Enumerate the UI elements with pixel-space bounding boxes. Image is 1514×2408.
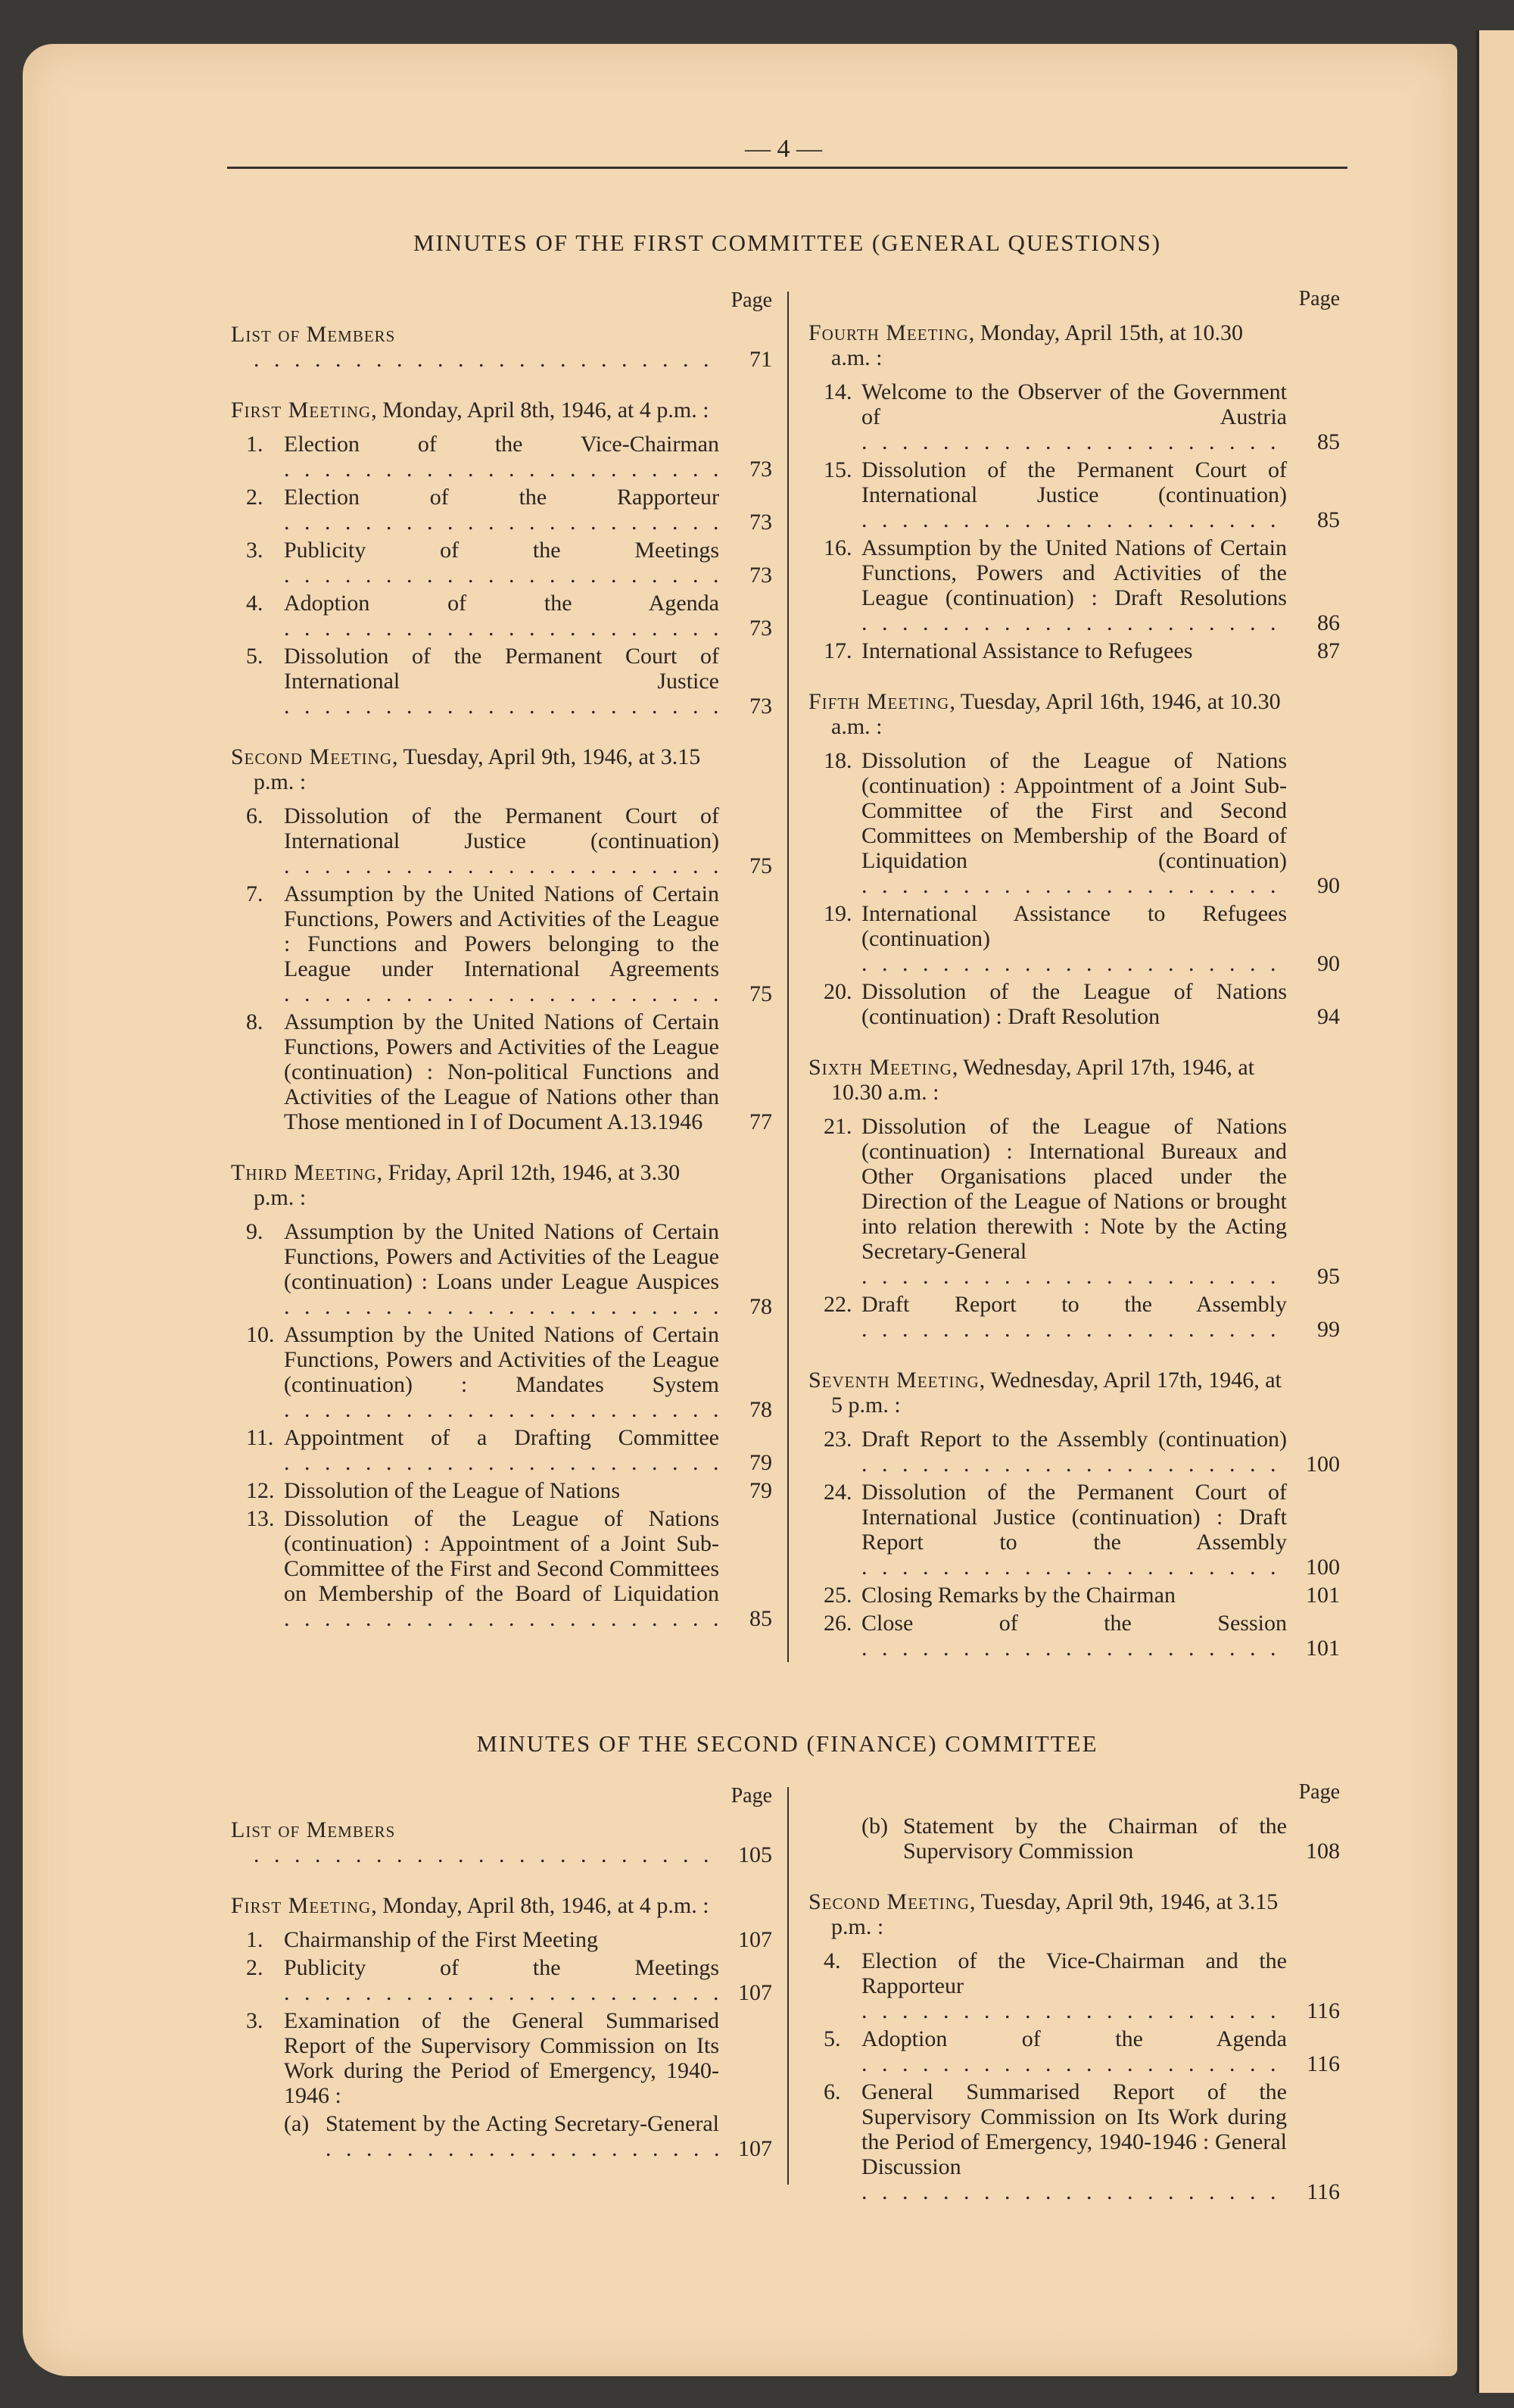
toc-entry [808,748,1340,898]
entry-title [861,1948,1287,2023]
page-reference: 105 [738,1842,772,1867]
entry-number: 1. [246,1927,263,1952]
toc-column-right [808,286,1340,1661]
dot-leader [284,694,719,719]
page-reference: 100 [1306,1555,1340,1580]
entry-title [861,2026,1287,2076]
entry-text: International Assistance to Refugees (continuation) [861,901,1287,951]
page-reference: 107 [738,2136,772,2161]
meeting-heading [231,1817,772,1867]
toc-entry [808,979,1340,1029]
toc-entry [808,1948,1340,2023]
page-column-header: Page [731,289,772,312]
toc-entry [231,1425,772,1475]
entry-title [861,1611,1287,1661]
entry-title [861,748,1287,898]
heading-details: , Tuesday, April 9th, 1946, at 3.15 p.m. : [831,1889,1279,1939]
entry-title [284,1219,719,1319]
entry-text: Dissolution of the Permanent Court of International Justice [284,644,719,694]
page-reference: 107 [738,1980,772,2005]
toc-column-right [808,1779,1340,2204]
entry-number: 16. [824,535,852,560]
heading-label: Seventh Meeting [808,1368,980,1393]
page-reference: 101 [1306,1583,1340,1608]
entry-text: Dissolution of the League of Nations (continuation) : International Bureaux and Other Organisations placed under the Direction of the League of Nations or brought into relation therewith : Note by the Acting Secretary-General [861,1114,1287,1264]
entry-text: Welcome to the Observer of the Government of Austria [861,379,1287,429]
entry-number: 15. [824,457,852,482]
heading-text [808,320,1287,370]
entry-text: Assumption by the United Nations of Certain Functions, Powers and Activities of the League (continuation) : Draft Resolutions [861,535,1287,610]
entry-title [861,535,1287,635]
entry-text: Assumption by the United Nations of Certain Functions, Powers and Activities of the League (continuation) : Non-political Functions and Activities of the League of Nations other than Those mentioned in I of Document A.13.1946 [284,1009,719,1134]
entry-text: Assumption by the United Nations of Certain Functions, Powers and Activities of the League (continuation) : Loans under League Auspices [284,1219,719,1294]
entry-title [861,901,1287,976]
heading-text [808,689,1287,739]
entry-title [284,1478,719,1503]
page-reference: 73 [749,694,772,719]
heading-text [808,1055,1287,1105]
entry-number: (b) [861,1814,888,1839]
dot-leader [284,457,719,482]
dot-leader [861,1636,1287,1661]
dot-leader [861,2179,1287,2204]
toc-entry [231,2111,772,2161]
toc-entry [808,1114,1340,1289]
meeting-heading [231,1160,772,1210]
dot-leader [861,429,1287,454]
heading-details: , Tuesday, April 9th, 1946, at 3.15 p.m. : [254,744,701,794]
toc-column-left [231,288,772,1631]
entry-title [284,1425,719,1475]
page-reference: 94 [1317,1004,1340,1029]
toc-entry [808,1292,1340,1342]
heading-label: Sixth Meeting [808,1055,952,1080]
entry-title [861,1427,1287,1477]
entry-text: Election of the Vice-Chairman and the Rapporteur [861,1948,1287,1998]
page-reference: 77 [749,1109,772,1134]
page-reference: 73 [749,457,772,482]
heading-details: , Monday, April 15th, at 10.30 a.m. : [831,320,1243,370]
dot-leader [861,2051,1287,2076]
toc-entry [231,1009,772,1134]
toc-entry [808,1583,1340,1608]
entry-number: 2. [246,485,263,510]
page-reference: 85 [1317,507,1340,532]
page-reference: 73 [749,510,772,535]
entry-text: Appointment of a Drafting Committee [284,1425,719,1450]
page-reference: 85 [1317,429,1340,454]
adjacent-page-edge [1476,30,1514,2393]
page-reference: 116 [1307,2179,1340,2204]
heading-text [231,322,719,372]
header-rule [227,167,1347,169]
heading-text [808,1889,1287,1939]
page-reference: 87 [1317,638,1340,663]
toc-entry [808,1480,1340,1580]
page-reference: 71 [749,347,772,372]
heading-label: Third Meeting [231,1160,377,1185]
entry-title [284,2008,719,2108]
meeting-heading [808,1368,1340,1418]
toc-entry [808,457,1340,532]
entry-title [861,979,1287,1029]
toc-entry [808,2079,1340,2204]
dot-leader [284,1294,719,1319]
page-reference: 75 [749,853,772,878]
heading-details: , Monday, April 8th, 1946, at 4 p.m. : [371,1893,709,1918]
heading-label: List of Members [231,322,396,347]
entry-text: Election of the Vice-Chairman [284,432,719,457]
dot-leader [284,853,719,878]
entry-text: Publicity of the Meetings [284,1955,719,1980]
heading-details: , Friday, April 12th, 1946, at 3.30 p.m. : [254,1160,681,1210]
heading-label: First Meeting [231,398,372,423]
entry-text: Chairmanship of the First Meeting [284,1927,598,1952]
dot-leader [861,951,1287,976]
dot-leader [861,1317,1287,1342]
page-reference: 90 [1317,951,1340,976]
heading-details: , Monday, April 8th, 1946, at 4 p.m. : [371,398,709,423]
entry-title [284,432,719,482]
toc-entry [808,1814,1340,1864]
entry-text: Election of the Rapporteur [284,485,719,510]
page-reference: 99 [1317,1317,1340,1342]
page-reference: 86 [1317,610,1340,635]
entry-text: Dissolution of the Permanent Court of International Justice (continuation) [861,457,1287,507]
entry-text: International Assistance to Refugees [861,638,1193,663]
entry-number: 6. [824,2079,841,2104]
entry-number: 21. [824,1114,852,1139]
page-reference: 78 [749,1294,772,1319]
heading-details: , Tuesday, April 16th, 1946, at 10.30 a.m. : [831,689,1281,739]
toc-entry [808,379,1340,454]
page-reference: 79 [749,1478,772,1503]
entry-number: 26. [824,1611,852,1636]
page-reference: 75 [749,981,772,1006]
dot-leader [284,1606,719,1631]
entry-text: Dissolution of the Permanent Court of International Justice (continuation) [284,803,719,853]
entry-number: 13. [246,1506,275,1531]
entry-number: 14. [824,379,852,404]
toc-entry [808,1611,1340,1661]
page-column-header: Page [1298,1780,1340,1804]
entry-number: 6. [246,803,263,828]
meeting-heading [231,1893,772,1918]
entry-text: Draft Report to the Assembly [861,1292,1287,1317]
meeting-heading [231,744,772,794]
dot-leader [861,1998,1287,2023]
entry-number: 25. [824,1583,852,1608]
dot-leader [861,1264,1287,1289]
section-title-first-committee: MINUTES OF THE FIRST COMMITTEE (GENERAL QUESTIONS) [413,229,1162,256]
entry-title [861,457,1287,532]
entry-title [903,1814,1287,1864]
toc-entry [231,644,772,719]
entry-title [284,803,719,878]
entry-text: Dissolution of the League of Nations (continuation) : Appointment of a Joint Sub-Committee of the First and Second Committees on Membership of the Board of Liquidation [284,1506,719,1606]
toc-entry [231,1219,772,1319]
heading-label: Second Meeting [808,1889,970,1914]
meeting-heading [231,398,772,423]
entry-title [861,1480,1287,1580]
toc-entry [231,432,772,482]
entry-number: 11. [246,1425,274,1450]
entry-title [861,1583,1287,1608]
entry-text: Assumption by the United Nations of Certain Functions, Powers and Activities of the League : Functions and Powers belonging to the League under International Agreements [284,881,719,981]
entry-title [284,591,719,641]
entry-text: Statement by the Acting Secretary-General [326,2111,719,2136]
column-divider [787,1787,789,2185]
entry-text: Adoption of the Agenda [861,2026,1287,2051]
heading-text [231,1817,719,1867]
entry-title [861,1292,1287,1342]
dot-leader [861,507,1287,532]
toc-entry [231,881,772,1006]
dot-leader [326,2136,719,2161]
heading-details: , Wednesday, April 17th, 1946, at 10.30 a.m. : [831,1055,1255,1105]
page-reference: 116 [1307,1998,1340,2023]
page-reference: 95 [1317,1264,1340,1289]
dot-leader [284,616,719,641]
entry-number: 23. [824,1427,852,1452]
toc-entry [231,1955,772,2005]
entry-title [861,2079,1287,2204]
page-reference: 100 [1306,1452,1340,1477]
entry-number: 18. [824,748,852,773]
dot-leader [861,610,1287,635]
entry-number: 4. [824,1948,841,1973]
page-column-header: Page [1298,287,1340,310]
entry-number: 3. [246,538,263,563]
toc-entry [231,1478,772,1503]
entry-number: 3. [246,2008,263,2033]
entry-text: Close of the Session [861,1611,1287,1636]
page-reference: 85 [749,1606,772,1631]
entry-number: 1. [246,432,263,457]
entry-text: Closing Remarks by the Chairman [861,1583,1176,1608]
toc-entry [231,1927,772,1952]
heading-text [231,1893,719,1918]
section-title-second-committee: MINUTES OF THE SECOND (FINANCE) COMMITTEE [476,1730,1098,1757]
toc-entry [231,2008,772,2108]
entry-number: 2. [246,1955,263,1980]
entry-number: 4. [246,591,263,616]
entry-text: Publicity of the Meetings [284,538,719,563]
entry-title [284,1322,719,1422]
entry-number: 10. [246,1322,275,1347]
entry-text: Assumption by the United Nations of Certain Functions, Powers and Activities of the League (continuation) : Mandates System [284,1322,719,1397]
dot-leader [861,1452,1287,1477]
heading-label: Fourth Meeting [808,320,969,345]
toc-entry [231,1322,772,1422]
dot-leader [861,873,1287,898]
heading-label: List of Members [231,1817,396,1842]
page-column-header: Page [731,1784,772,1808]
entry-number: 5. [824,2026,841,2051]
entry-number: 17. [824,638,852,663]
entry-text: General Summarised Report of the Supervisory Commission on Its Work during the Period of Emergency, 1940-1946 : General Discussion [861,2079,1287,2179]
entry-number: 24. [824,1480,852,1505]
dot-leader [254,1842,719,1867]
toc-entry [231,1506,772,1631]
toc-entry [231,538,772,588]
heading-label: First Meeting [231,1893,372,1918]
heading-details: , Wednesday, April 17th, 1946, at 5 p.m. : [831,1368,1282,1418]
toc-entry [231,485,772,535]
dot-leader [284,981,719,1006]
heading-text [808,1368,1287,1418]
entry-title [284,881,719,1006]
page-reference: 90 [1317,873,1340,898]
page-reference: 73 [749,563,772,588]
dot-leader [284,1450,719,1475]
page-reference: 101 [1306,1636,1340,1661]
meeting-heading [231,322,772,372]
entry-title [861,1114,1287,1289]
toc-entry [231,591,772,641]
toc-entry [808,1427,1340,1477]
dot-leader [254,347,719,372]
toc-column-left [231,1783,772,2161]
meeting-heading [808,1055,1340,1105]
meeting-heading [808,320,1340,370]
entry-title [326,2111,719,2161]
entry-number: 20. [824,979,852,1004]
toc-entry [808,2026,1340,2076]
entry-title [284,644,719,719]
toc-entry [808,638,1340,663]
page-reference: 79 [749,1450,772,1475]
entry-title [284,1506,719,1631]
toc-entry [808,901,1340,976]
entry-title [861,638,1287,663]
page-reference: 107 [738,1927,772,1952]
heading-label: Fifth Meeting [808,689,950,714]
column-divider [787,292,789,1662]
entry-title [284,1955,719,2005]
entry-number: 9. [246,1219,263,1244]
page-reference: 116 [1307,2051,1340,2076]
entry-text: Adoption of the Agenda [284,591,719,616]
entry-title [284,485,719,535]
dot-leader [861,1555,1287,1580]
entry-number: 22. [824,1292,852,1317]
dot-leader [284,1397,719,1422]
entry-text: Statement by the Chairman of the Supervisory Commission [903,1814,1287,1864]
dot-leader [284,1980,719,2005]
meeting-heading [808,1889,1340,1939]
toc-entry [231,803,772,878]
entry-text: Dissolution of the League of Nations (continuation) : Draft Resolution [861,979,1287,1029]
meeting-heading [808,689,1340,739]
toc-entry [808,535,1340,635]
entry-number: 12. [246,1478,275,1503]
entry-text: Examination of the General Summarised Report of the Supervisory Commission on Its Work during the Period of Emergency, 1940-1946 : [284,2008,719,2108]
heading-text [231,398,719,423]
entry-title [861,379,1287,454]
entry-number: (a) [284,2111,310,2136]
entry-title [284,1009,719,1134]
page-reference: 78 [749,1397,772,1422]
heading-text [231,1160,719,1210]
entry-text: Dissolution of the Permanent Court of International Justice (continuation) : Draft Report to the Assembly [861,1480,1287,1555]
entry-number: 19. [824,901,852,926]
page-reference: 108 [1306,1839,1340,1864]
heading-label: Second Meeting [231,744,392,769]
entry-text: Draft Report to the Assembly (continuation) [861,1427,1287,1452]
entry-number: 8. [246,1009,263,1034]
dot-leader [284,510,719,535]
heading-text [231,744,719,794]
page-number: — 4 — [745,135,822,163]
entry-number: 7. [246,881,263,906]
entry-text: Dissolution of the League of Nations [284,1478,621,1503]
entry-title [284,1927,719,1952]
dot-leader [284,563,719,588]
entry-number: 5. [246,644,263,669]
page-reference: 73 [749,616,772,641]
entry-title [284,538,719,588]
entry-text: Dissolution of the League of Nations (continuation) : Appointment of a Joint Sub-Committee of the First and Second Committees on Membership of the Board of Liquidation (continuation) [861,748,1287,873]
